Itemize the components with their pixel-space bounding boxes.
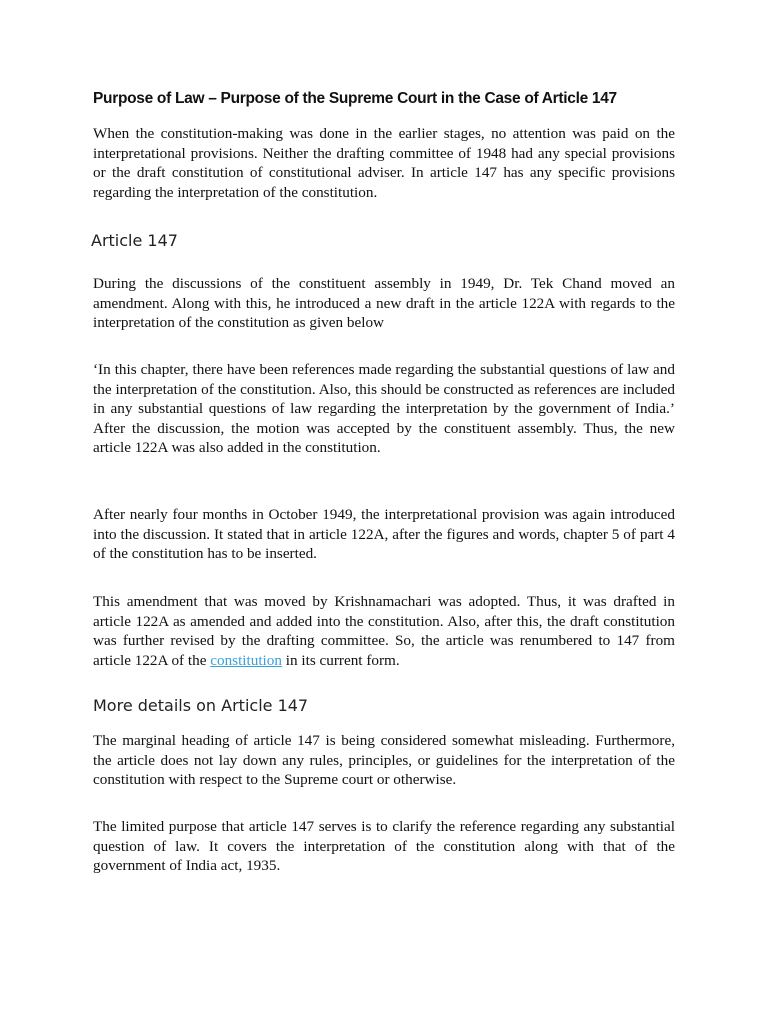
paragraph-text-before-link: This amendment that was moved by Krishnamachari was adopted. Thus, it was drafted in article 122A as amended and added into the constitution. Also, after this, the draft constitution was further revised by the drafting committee. So, the article was renumbered to 147 from article 122A of the — [93, 593, 675, 669]
intro-paragraph: When the constitution-making was done in the earlier stages, no attention was paid on the interpretational provisions. Neither the drafting committee of 1948 had any special provisions or the draft constitution of constitutional adviser. In article 147 has any specific provisions regarding the interpretation of the constitution. — [93, 125, 675, 201]
paragraph-marginal-heading: The marginal heading of article 147 is being considered somewhat misleading. Furthermore, the article does not lay down any rules, principles, or guidelines for the interpretation of the constitution with respect to the Supreme court or otherwise. — [93, 732, 675, 789]
paragraph-october-1949: After nearly four months in October 1949, the interpretational provision was again introduced into the discussion. It stated that in article 122A, after the figures and words, chapter 5 of part 4 of the constitution has to be inserted. — [93, 506, 675, 563]
paragraph-krishnamachari — [93, 592, 675, 670]
paragraph-quote: ‘In this chapter, there have been references made regarding the substantial questions of law and the interpretation of the constitution. Also, this should be constructed as references are included in any substantial questions of law regarding the interpretation by the government of India.’ After the discussion, the motion was accepted by the constituent assembly. Thus, the new article 122A was also added in the constitution. — [93, 361, 675, 457]
constitution-link[interactable]: constitution — [210, 651, 282, 669]
page-title: Purpose of Law – Purpose of the Supreme Court in the Case of Article 147 — [93, 90, 617, 107]
section-heading-article-147: Article 147 — [91, 231, 178, 250]
section-heading-more-details: More details on Article 147 — [93, 696, 309, 715]
paragraph-tek-chand: During the discussions of the constituent assembly in 1949, Dr. Tek Chand moved an amendment. Along with this, he introduced a new draft in the article 122A with regards to the interpretation of the constitution as given below — [93, 275, 675, 332]
paragraph-limited-purpose: The limited purpose that article 147 serves is to clarify the reference regarding any substantial question of law. It covers the interpretation of the constitution along with that of the government of India act, 1935. — [93, 818, 675, 875]
paragraph-text-after-link: in its current form. — [281, 651, 400, 669]
